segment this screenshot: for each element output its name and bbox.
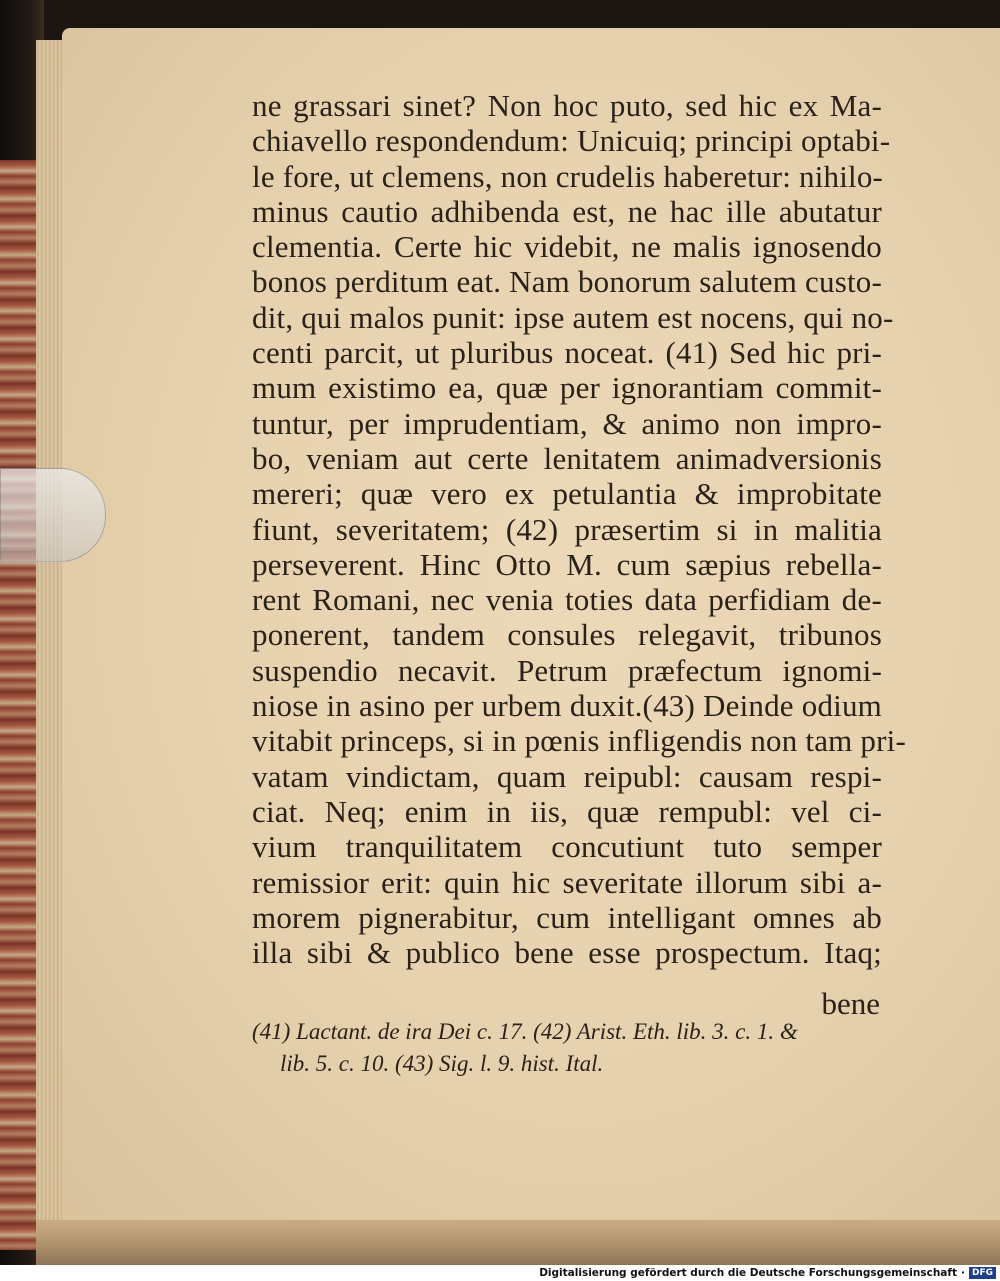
footer-text: Digitalisierung gefördert durch die Deutsche Forschungsgemeinschaft [539, 1267, 957, 1279]
text-line: mereri; quæ vero ex petulantia & improbitate [252, 476, 882, 512]
text-line: vitabit princeps, si in pœnis infligendis non tam pri- [252, 723, 906, 759]
footnotes [252, 1016, 882, 1080]
text-line: tuntur, per imprudentiam, & animo non impro- [252, 405, 882, 441]
book-fore-edge [0, 160, 38, 1250]
body-text [252, 88, 906, 971]
text-line: suspendio necavit. Petrum præfectum ignomi- [252, 652, 882, 688]
text-line: minus cautio adhibenda est, ne hac ille abutatur [252, 193, 882, 229]
footnote-line: (41) Lactant. de ira Dei c. 17. (42) Arist. Eth. lib. 3. c. 1. & [252, 1019, 798, 1044]
text-line: bonos perditum eat. Nam bonorum salutem custo- [252, 264, 882, 300]
text-line: centi parcit, ut pluribus noceat. (41) Sed hic pri- [252, 335, 882, 371]
text-line: bo, veniam aut certe lenitatem animadversionis [252, 440, 882, 476]
text-line: chiavello respondendum: Unicuiq; principi optabi- [252, 123, 891, 159]
footer-separator: · [960, 1267, 965, 1279]
text-line: dit, qui malos punit: ipse autem est nocens, qui no- [252, 299, 894, 335]
text-line: remissior erit: quin hic severitate illorum sibi a- [252, 864, 882, 900]
text-line: le fore, ut clemens, non crudelis haberetur: nihilo- [252, 158, 884, 194]
catchword: bene [821, 986, 880, 1021]
text-line: vium tranquilitatem concutiunt tuto semper [252, 829, 882, 865]
text-line: vatam vindictam, quam reipubl: causam respi- [252, 758, 882, 794]
text-line: ciat. Neq; enim in iis, quæ rempubl: vel ci- [252, 793, 882, 829]
page-bottom-edge [36, 1220, 1000, 1265]
footer-credit [539, 1265, 996, 1281]
page-clip [0, 468, 106, 562]
dfg-logo-icon: DFG [969, 1267, 996, 1279]
text-line: morem pignerabitur, cum intelligant omnes ab [252, 899, 882, 935]
text-line: mum existimo ea, quæ per ignorantiam commit- [252, 370, 882, 406]
footnote-line: lib. 5. c. 10. (43) Sig. l. 9. hist. Ital. [280, 1051, 604, 1076]
text-line: ponerent, tandem consules relegavit, tribunos [252, 617, 882, 653]
text-line: clementia. Certe hic videbit, ne malis ignosendo [252, 229, 882, 265]
text-line: illa sibi & publico bene esse prospectum. Itaq; [252, 935, 882, 971]
text-line: niose in asino per urbem duxit.(43) Deinde odium [252, 688, 882, 724]
text-line: perseverent. Hinc Otto M. cum sæpius rebella- [252, 546, 882, 582]
text-line: fiunt, severitatem; (42) præsertim si in malitia [252, 511, 882, 547]
text-line: rent Romani, nec venia toties data perfidiam de- [252, 582, 882, 618]
text-line: ne grassari sinet? Non hoc puto, sed hic ex Ma- [252, 88, 882, 123]
